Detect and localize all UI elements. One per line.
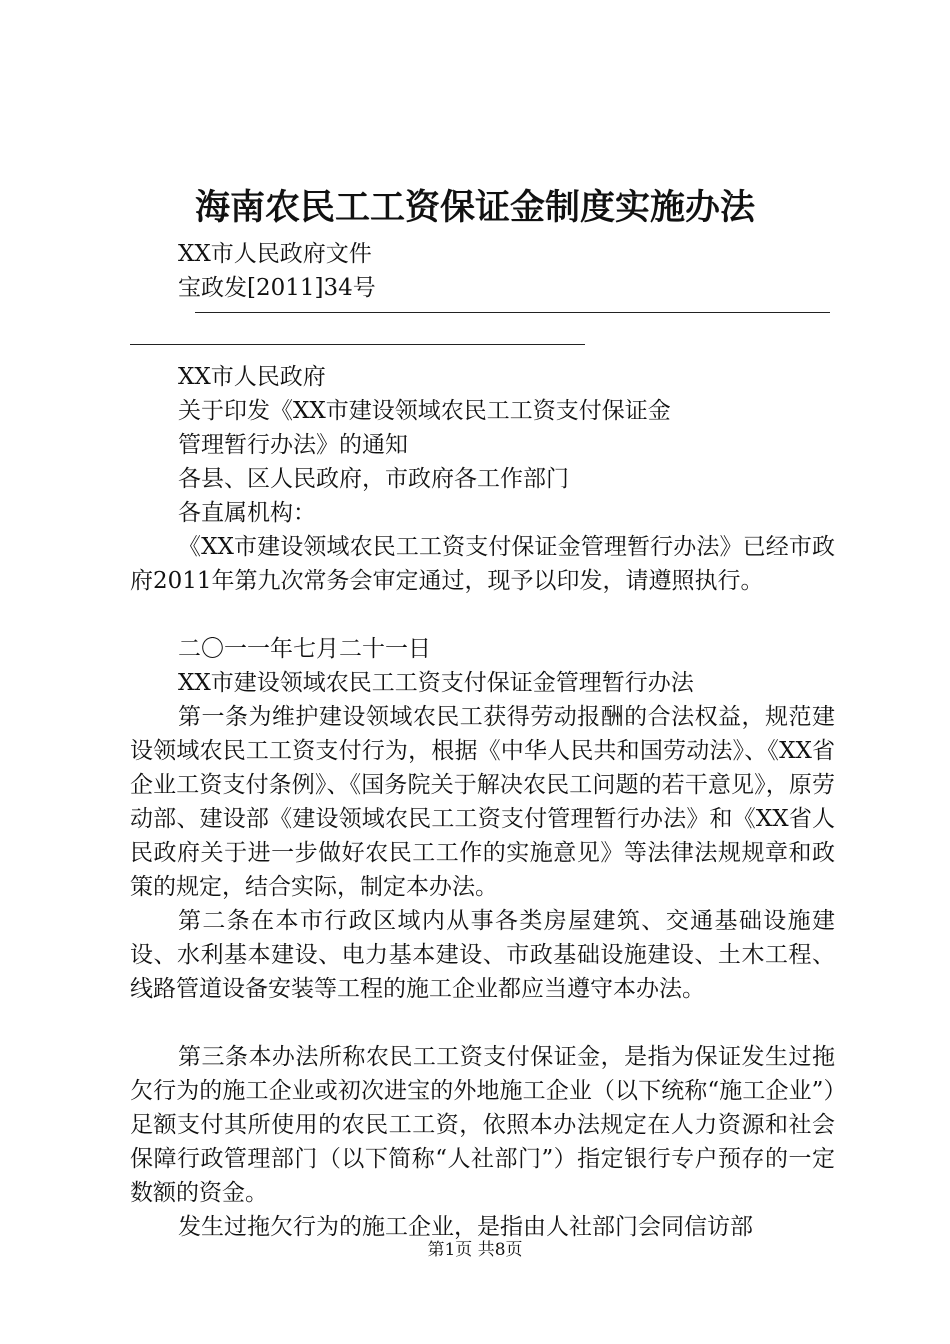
notice-title-line-1: 关于印发《XX市建设领域农民工工资支付保证金 — [178, 398, 671, 424]
issuing-government: XX市人民政府 — [178, 364, 326, 390]
document-title: 海南农民工工资保证金制度实施办法 — [194, 187, 755, 228]
article-3: 第三条本办法所称农民工工资支付保证金，是指为保证发生过拖欠行为的施工企业或初次进宝的外地施工企业（以下统称“施工企业”）足额支付其所使用的农民工工资，依照本办法规定在人力资源和社会保障行政管理部门（以下简称“人社部门”）指定银行专户预存的一定数额的资金。 — [130, 1044, 835, 1206]
measures-subtitle: XX市建设领域农民工工资支付保证金管理暂行办法 — [178, 670, 694, 696]
article-2: 第二条在本市行政区域内从事各类房屋建筑、交通基础设施建设、水利基本建设、电力基本建设、市政基础设施建设、土木工程、线路管道设备安装等工程的施工企业都应当遵守本办法。 — [130, 908, 835, 1002]
separator-rule-continued — [130, 344, 585, 345]
issuer-line: XX市人民政府文件 — [178, 241, 372, 267]
article-3-continuation: 发生过拖欠行为的施工企业，是指由人社部门会同信访部 — [178, 1214, 753, 1240]
article-1: 第一条为维护建设领域农民工获得劳动报酬的合法权益，规范建设领域农民工工资支付行为，根据《中华人民共和国劳动法》、《XX省企业工资支付条例》、《国务院关于解决农民工问题的若干意见》，原劳动部、建设部《建设领域农民工工资支付管理暂行办法》和《XX省人民政府关于进一步做好农民工工作的实施意见》等法律法规规章和政策的规定，结合实际，制定本办法。 — [130, 704, 835, 900]
page-footer: 第1页 共8页 — [427, 1240, 523, 1260]
document-number: 宝政发[2011]34号 — [178, 275, 376, 301]
recipient-line-1: 各县、区人民政府，市政府各工作部门 — [178, 466, 569, 492]
separator-rule — [195, 312, 830, 313]
date-line: 二〇一一年七月二十一日 — [178, 636, 431, 662]
notice-paragraph: 《XX市建设领域农民工工资支付保证金管理暂行办法》已经市政府2011年第九次常务会审定通过，现予以印发，请遵照执行。 — [130, 534, 835, 594]
notice-title-line-2: 管理暂行办法》的通知 — [178, 432, 408, 458]
recipient-line-2: 各直属机构： — [178, 500, 316, 526]
